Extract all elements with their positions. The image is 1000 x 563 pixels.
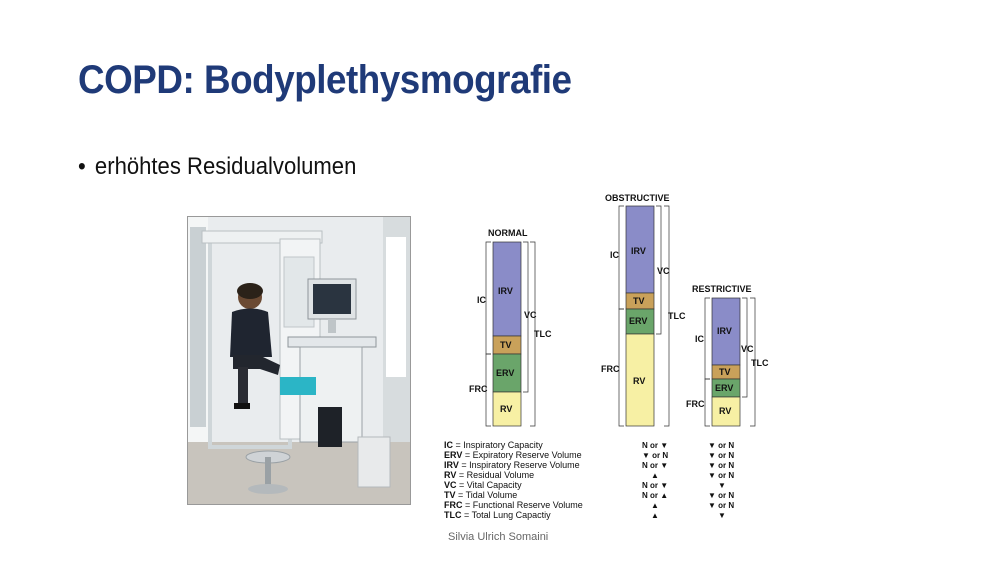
obstructive-change: ▲: [651, 471, 659, 480]
obstructive-erv-label: ERV: [629, 316, 648, 326]
legend-text: = Expiratory Reserve Volume: [462, 450, 582, 460]
obstructive-tlc-label: TLC: [668, 311, 686, 321]
legend-abbr: FRC: [444, 500, 463, 510]
obstructive-frc-bracket: [619, 309, 624, 426]
legend-text: = Total Lung Capactiy: [461, 510, 551, 520]
normal-rv-label: RV: [500, 404, 513, 414]
bullet-item: [78, 153, 356, 181]
normal-vc-label: VC: [524, 310, 537, 320]
normal-ic-label: IC: [477, 295, 486, 305]
bullet-dot-icon: •: [78, 153, 86, 180]
legend: [444, 440, 583, 520]
legend-row: [444, 460, 580, 470]
column-title-obstructive: OBSTRUCTIVE: [605, 193, 670, 203]
normal-ic-bracket: [486, 242, 491, 354]
legend-row: [444, 450, 582, 460]
legend-abbr: TV: [444, 490, 456, 500]
restrictive-change: ▼: [718, 511, 726, 520]
lung-volume-diagram: [436, 186, 781, 531]
legend-abbr: TLC: [444, 510, 462, 520]
bullet-text: erhöhtes Residualvolumen: [94, 153, 357, 180]
restrictive-ic-label: IC: [695, 334, 704, 344]
legend-abbr: RV: [444, 470, 457, 480]
column-title-normal: NORMAL: [488, 228, 528, 238]
obstructive-change: ▲: [651, 511, 659, 520]
restrictive-change: ▼ or N: [708, 491, 735, 500]
legend-text: = Functional Reserve Volume: [462, 500, 583, 510]
restrictive-change: ▼ or N: [708, 461, 735, 470]
legend-text: = Residual Volume: [456, 470, 535, 480]
legend-text: = Inspiratory Reserve Volume: [458, 460, 580, 470]
obstructive-tv-label: TV: [633, 296, 645, 306]
restrictive-irv-label: IRV: [717, 326, 732, 336]
normal-tv-label: TV: [500, 340, 512, 350]
obstructive-change: ▼ or N: [642, 451, 669, 460]
obstructive-change: N or ▲: [642, 491, 669, 500]
legend-row: [444, 440, 543, 450]
obstructive-ic-bracket: [619, 206, 624, 309]
restrictive-erv-label: ERV: [715, 383, 734, 393]
legend-row: [444, 490, 517, 500]
obstructive-vc-label: VC: [657, 266, 670, 276]
legend-abbr: ERV: [444, 450, 463, 460]
restrictive-ic-bracket: [705, 298, 710, 379]
bodyplethysmograph-photo: [187, 216, 411, 505]
legend-text: = Vital Capacity: [456, 480, 522, 490]
legend-abbr: IC: [444, 440, 453, 450]
legend-row: [444, 510, 551, 520]
obstructive-change: N or ▼: [642, 441, 669, 450]
legend-row: [444, 480, 522, 490]
restrictive-tlc-label: TLC: [751, 358, 769, 368]
normal-frc-label: FRC: [469, 384, 488, 394]
obstructive-frc-label: FRC: [601, 364, 620, 374]
restrictive-change: ▼ or N: [708, 471, 735, 480]
column-title-restrictive: RESTRICTIVE: [692, 284, 752, 294]
legend-row: [444, 470, 534, 480]
obstructive-rv-label: RV: [633, 376, 646, 386]
obstructive-change: ▲: [651, 501, 659, 510]
legend-row: [444, 500, 583, 510]
restrictive-vc-label: VC: [741, 344, 754, 354]
restrictive-change: ▼ or N: [708, 441, 735, 450]
restrictive-changes: [708, 441, 734, 520]
restrictive-tv-label: TV: [719, 367, 731, 377]
legend-abbr: IRV: [444, 460, 459, 470]
legend-text: = Inspiratory Capacity: [453, 440, 543, 450]
restrictive-frc-label: FRC: [686, 399, 705, 409]
normal-irv-label: IRV: [498, 286, 513, 296]
slide-title: COPD: Bodyplethysmografie: [78, 58, 572, 102]
restrictive-frc-bracket: [705, 379, 710, 426]
restrictive-change: ▼ or N: [708, 501, 735, 510]
legend-abbr: VC: [444, 480, 457, 490]
normal-erv-label: ERV: [496, 368, 515, 378]
obstructive-irv-label: IRV: [631, 246, 646, 256]
normal-tlc-label: TLC: [534, 329, 552, 339]
obstructive-ic-label: IC: [610, 250, 619, 260]
obstructive-change: N or ▼: [642, 481, 669, 490]
restrictive-rv-label: RV: [719, 406, 732, 416]
legend-text: = Tidal Volume: [455, 490, 518, 500]
obstructive-changes: [642, 441, 668, 520]
restrictive-change: ▼: [718, 481, 726, 490]
obstructive-change: N or ▼: [642, 461, 669, 470]
footer-author: Silvia Ulrich Somaini: [448, 531, 549, 543]
restrictive-change: ▼ or N: [708, 451, 735, 460]
